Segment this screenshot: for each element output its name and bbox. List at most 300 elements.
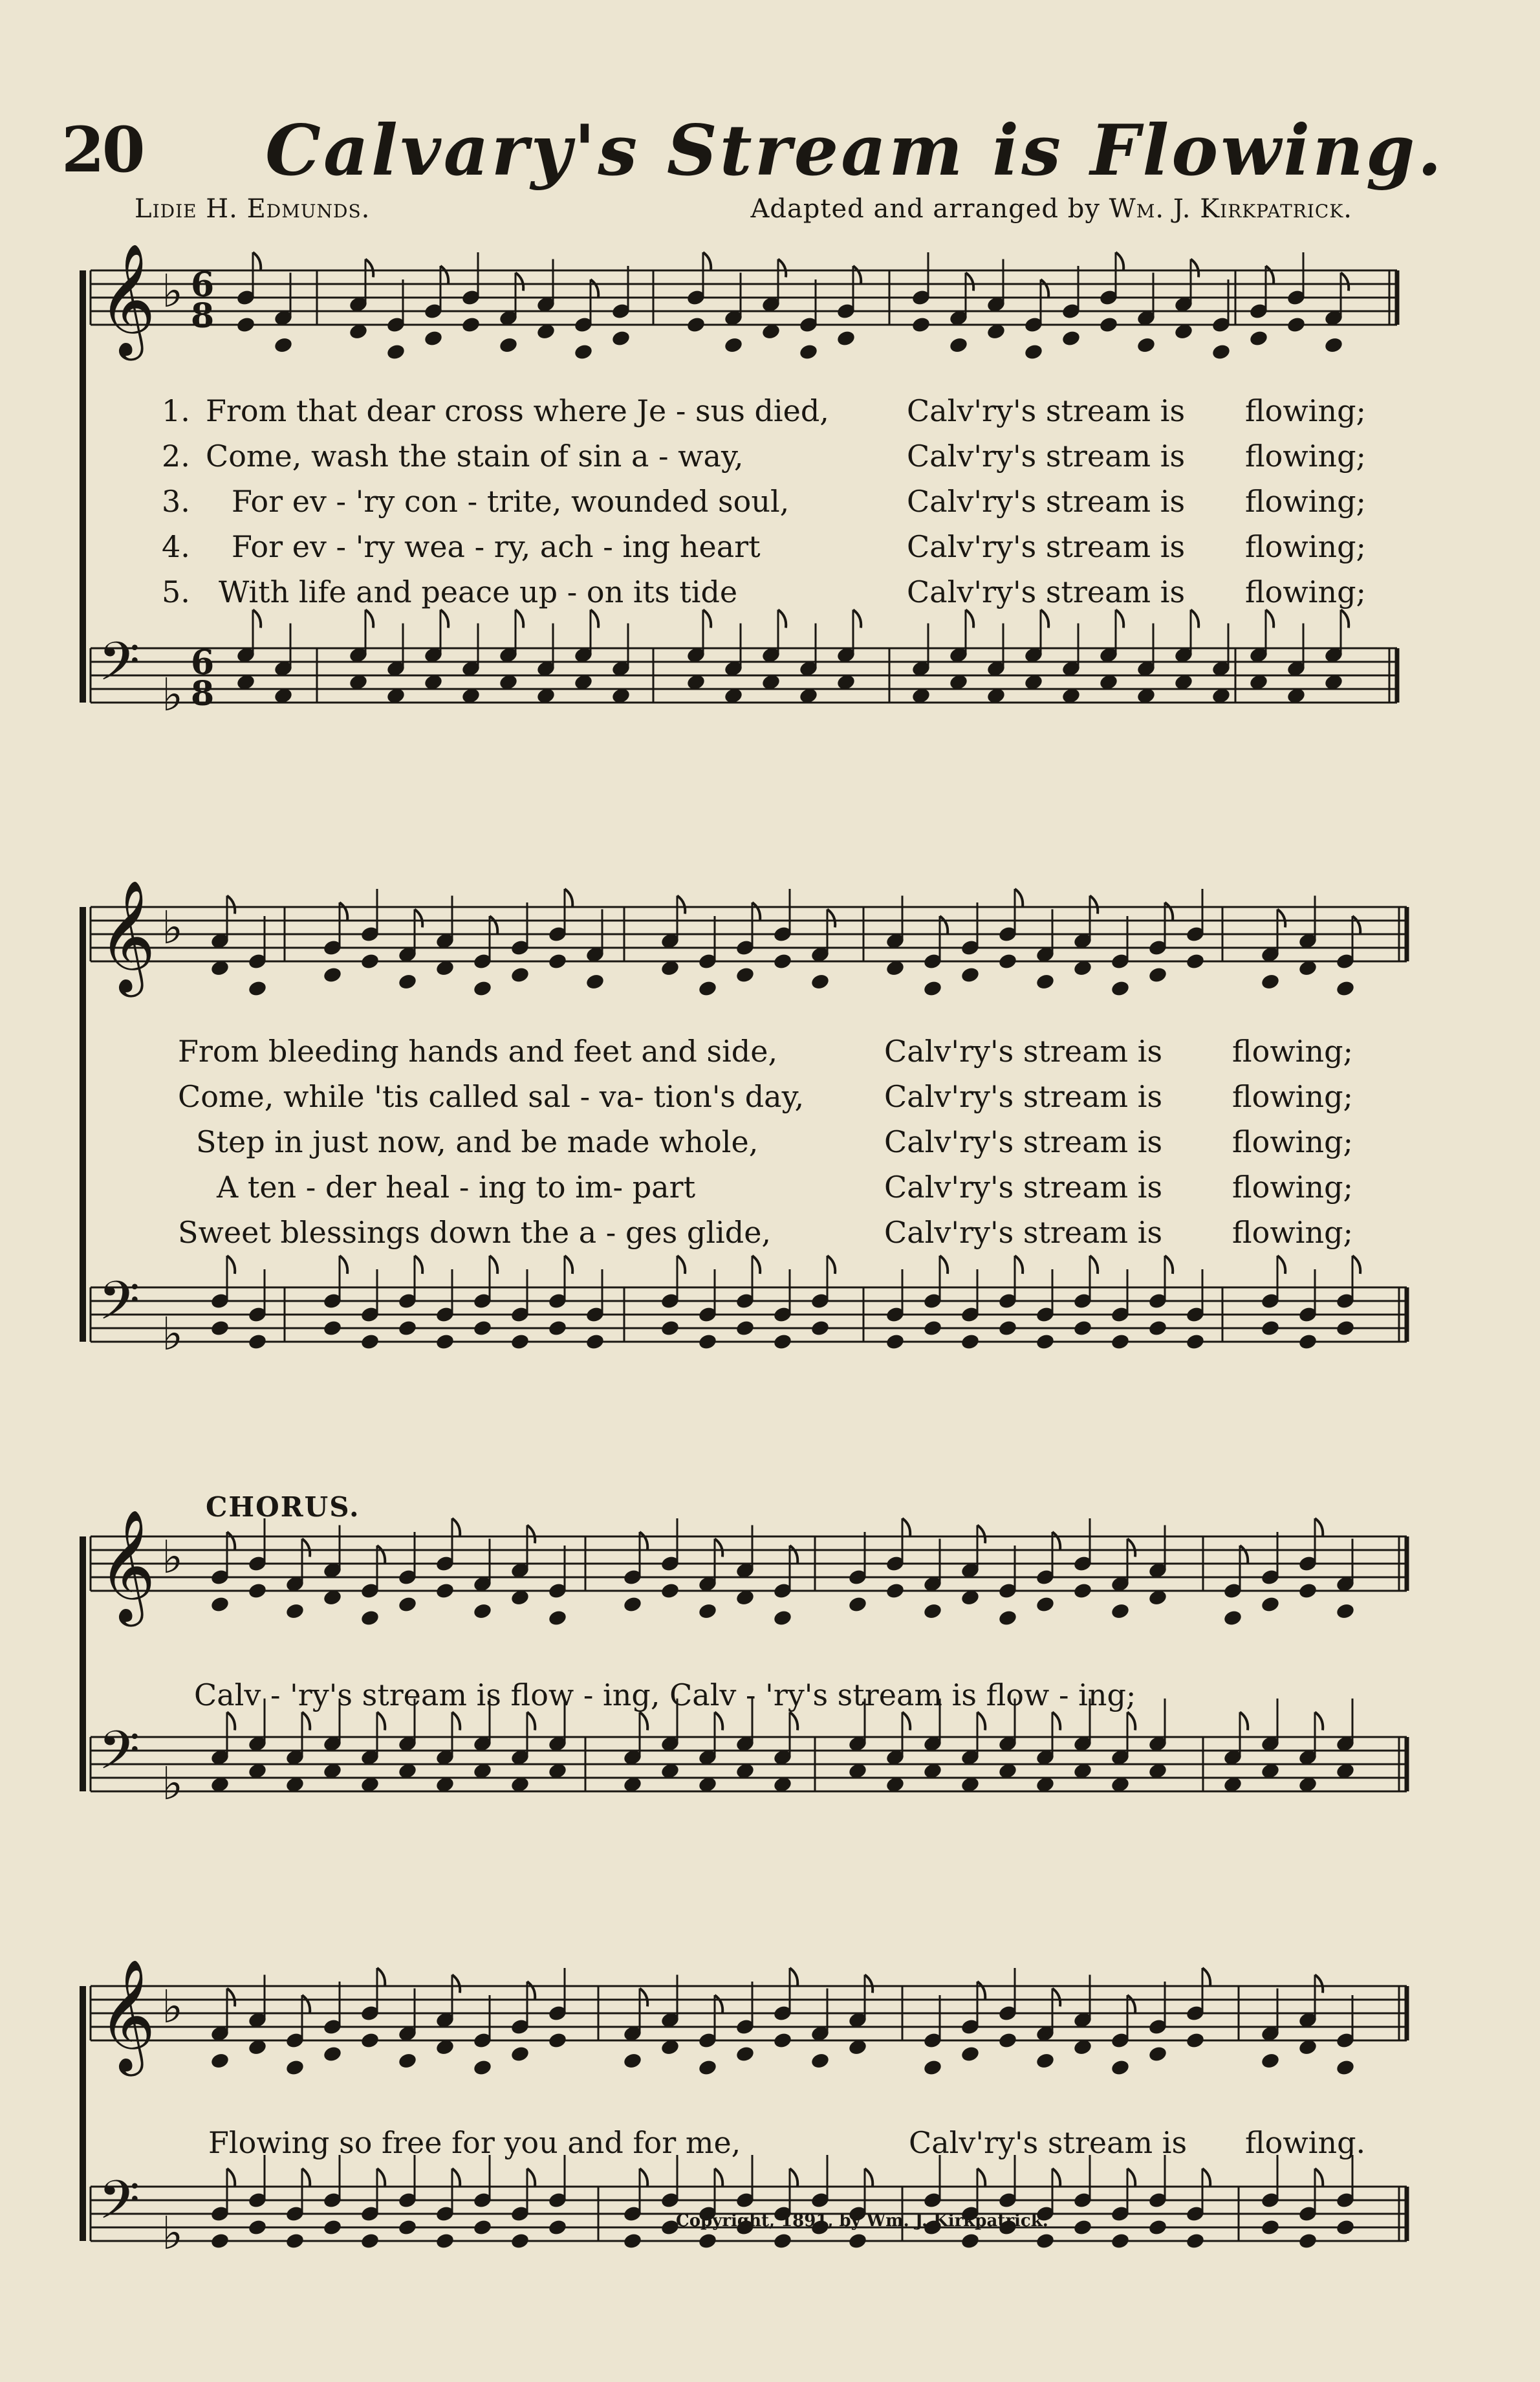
- note-flag: [377, 1712, 385, 1731]
- note-head: [1185, 2031, 1205, 2049]
- note-head: [836, 329, 856, 347]
- note-head: [1098, 316, 1118, 334]
- note-head: [1035, 1333, 1055, 1351]
- note-head: [573, 343, 593, 361]
- note-head: [585, 973, 605, 991]
- note-head: [997, 2031, 1017, 2049]
- time-signature-bottom: 8: [191, 674, 215, 714]
- note-head: [1110, 1602, 1130, 1621]
- note-head: [922, 1602, 942, 1621]
- note-flag: [227, 2169, 235, 2187]
- note-flag: [1191, 259, 1198, 278]
- note-flag: [490, 916, 497, 934]
- note-head: [1185, 952, 1205, 970]
- bass-clef-icon: 𝄢: [98, 630, 140, 706]
- note-head: [1035, 973, 1055, 991]
- bass-clef-icon: 𝄢: [98, 1719, 140, 1795]
- lyric-text: Flowing so free for you and for me,: [208, 2125, 741, 2160]
- note-flag: [377, 1968, 385, 1986]
- note-head: [1072, 1319, 1092, 1337]
- note-flag: [452, 1975, 460, 1993]
- note-head: [247, 2218, 267, 2236]
- note-flag: [778, 259, 786, 278]
- note-flag: [415, 910, 422, 928]
- note-head: [735, 966, 755, 984]
- note-flag: [452, 2169, 460, 2187]
- note-head: [798, 343, 818, 361]
- lyric-text: Step in just now, and be made whole,: [196, 1124, 759, 1159]
- flat-sign-icon: ♭: [162, 1980, 184, 2033]
- note-flag: [1041, 279, 1048, 298]
- note-flag: [703, 610, 711, 628]
- note-head: [547, 1319, 567, 1337]
- note-flag: [415, 1256, 422, 1274]
- verse-number: 4.: [162, 529, 190, 564]
- note-head: [1147, 2045, 1167, 2063]
- note-head: [622, 2232, 642, 2250]
- note-head: [423, 329, 443, 347]
- note-flag: [253, 610, 261, 628]
- note-flag: [515, 273, 523, 291]
- note-flag: [253, 252, 261, 270]
- note-flag: [227, 1532, 235, 1550]
- lyricist-credit: Lidie H. Edmunds.: [135, 194, 371, 224]
- verse-number: 3.: [162, 484, 190, 519]
- note-head: [397, 1319, 417, 1337]
- note-flag: [591, 279, 598, 298]
- note-head: [547, 1609, 567, 1627]
- note-head: [611, 329, 631, 347]
- note-head: [735, 1319, 755, 1337]
- note-head: [997, 1319, 1017, 1337]
- note-head: [547, 952, 567, 970]
- note-head: [472, 2059, 492, 2077]
- note-head: [1110, 979, 1130, 998]
- note-head: [1335, 1602, 1355, 1621]
- lyric-text: Calv'ry's stream is: [884, 1034, 1163, 1069]
- note-flag: [565, 1256, 572, 1274]
- note-flag: [452, 1712, 460, 1731]
- note-head: [1260, 1319, 1280, 1337]
- note-flag: [365, 259, 373, 278]
- lyric-text: Calv'ry's stream is: [907, 574, 1186, 609]
- note-head: [1035, 2232, 1055, 2250]
- note-head: [922, 1319, 942, 1337]
- lyric-text: flowing;: [1245, 484, 1367, 519]
- note-head: [772, 2031, 792, 2049]
- note-flag: [227, 1989, 235, 2007]
- note-head: [360, 952, 380, 970]
- note-flag: [790, 1968, 797, 1986]
- note-flag: [827, 910, 835, 928]
- note-flag: [1015, 1256, 1023, 1274]
- lyric-text: Come, wash the stain of sin a - way,: [206, 439, 744, 474]
- verse-number: 5.: [162, 574, 190, 609]
- lyric-text: For ev - 'ry con - trite, wounded soul,: [232, 484, 790, 519]
- note-head: [686, 316, 706, 334]
- note-head: [285, 1602, 305, 1621]
- note-head: [435, 1333, 455, 1351]
- lyric-text: From bleeding hands and feet and side,: [178, 1034, 778, 1069]
- flat-sign-icon: ♭: [162, 1307, 184, 1360]
- lyric-text: flowing;: [1232, 1215, 1354, 1250]
- note-head: [360, 1609, 380, 1627]
- note-head: [885, 1582, 905, 1600]
- note-flag: [490, 1256, 497, 1274]
- bass-clef-icon: 𝄢: [98, 2169, 140, 2244]
- note-flag: [640, 1712, 647, 1731]
- note-head: [1260, 973, 1280, 991]
- lyric-text: flowing;: [1232, 1079, 1354, 1114]
- note-head: [273, 336, 293, 355]
- note-head: [1335, 979, 1355, 998]
- flat-sign-icon: ♭: [162, 668, 184, 721]
- lyric-text: Calv'ry's stream is: [907, 439, 1186, 474]
- lyric-text: For ev - 'ry wea - ry, ach - ing heart: [232, 529, 761, 564]
- note-flag: [940, 1256, 948, 1274]
- note-flag: [1191, 610, 1198, 628]
- note-head: [697, 1333, 717, 1351]
- note-head: [1035, 2052, 1055, 2070]
- note-head: [810, 973, 830, 991]
- hymn-title: Calvary's Stream is Flowing.: [265, 110, 1444, 191]
- lyric-text: Calv'ry's stream is: [884, 1079, 1163, 1114]
- note-flag: [1052, 1532, 1060, 1550]
- note-flag: [302, 2169, 310, 2187]
- note-head: [960, 1333, 980, 1351]
- note-head: [1323, 336, 1343, 355]
- note-head: [1110, 1333, 1130, 1351]
- lyric-text: Calv'ry's stream is: [884, 1124, 1163, 1159]
- arranger-prefix: Adapted and arranged by: [750, 194, 1100, 224]
- lyric-text: Come, while 'tis called sal - va- tion's day,: [178, 1079, 805, 1114]
- note-head: [435, 2232, 455, 2250]
- note-head: [772, 2232, 792, 2250]
- note-head: [235, 316, 255, 334]
- note-flag: [752, 902, 760, 921]
- lyric-text: From that dear cross where Je - sus died,: [206, 393, 829, 428]
- note-head: [1248, 329, 1268, 347]
- note-head: [772, 952, 792, 970]
- note-flag: [1165, 902, 1173, 921]
- note-flag: [853, 610, 861, 628]
- note-head: [697, 979, 717, 998]
- note-flag: [227, 1712, 235, 1731]
- time-signature-top: 6: [191, 643, 215, 683]
- note-flag: [340, 902, 347, 921]
- note-head: [397, 2052, 417, 2070]
- note-head: [1297, 1333, 1318, 1351]
- note-flag: [1277, 1256, 1285, 1274]
- lyric-text: Calv'ry's stream is: [907, 393, 1186, 428]
- copyright-notice: Copyright, 1891, by Wm. J. Kirkpatrick.: [676, 2211, 1048, 2231]
- note-head: [247, 1333, 267, 1351]
- note-head: [697, 2059, 717, 2077]
- note-flag: [452, 1518, 460, 1536]
- note-flag: [440, 610, 448, 628]
- note-flag: [1277, 910, 1285, 928]
- note-head: [1185, 2232, 1205, 2250]
- note-head: [322, 1319, 342, 1337]
- note-flag: [1202, 1968, 1210, 1986]
- lyric-text: Calv'ry's stream is: [909, 2125, 1188, 2160]
- treble-clef-icon: 𝄞: [98, 880, 156, 992]
- lyric-text: flowing;: [1245, 529, 1367, 564]
- note-head: [1260, 1595, 1280, 1613]
- note-flag: [1090, 1256, 1098, 1274]
- arranger-name: Wm. J. Kirkpatrick.: [1109, 194, 1352, 224]
- note-head: [547, 2031, 567, 2049]
- note-head: [510, 1333, 530, 1351]
- note-flag: [1127, 1712, 1135, 1731]
- note-head: [1023, 343, 1043, 361]
- hymn-number: 20: [61, 113, 143, 186]
- note-flag: [827, 1256, 835, 1274]
- chorus-label: CHORUS.: [206, 1491, 360, 1523]
- note-head: [772, 1609, 792, 1627]
- verse-number: 2.: [162, 439, 190, 474]
- note-flag: [1127, 1539, 1135, 1557]
- note-flag: [1315, 1975, 1323, 1993]
- note-flag: [1315, 1712, 1323, 1731]
- treble-clef-icon: 𝄞: [98, 1509, 156, 1622]
- lyric-text: Calv'ry's stream is: [884, 1215, 1163, 1250]
- note-flag: [527, 1525, 535, 1544]
- lyric-text: Calv'ry's stream is: [907, 529, 1186, 564]
- note-flag: [302, 1712, 310, 1731]
- note-head: [210, 1319, 230, 1337]
- note-head: [1072, 1582, 1092, 1600]
- note-flag: [1090, 896, 1098, 914]
- note-head: [397, 1595, 417, 1613]
- note-flag: [1352, 916, 1360, 934]
- note-head: [210, 2052, 230, 2070]
- note-head: [1185, 1333, 1205, 1351]
- lyric-text: Calv'ry's stream is: [884, 1170, 1163, 1205]
- note-head: [1211, 343, 1231, 361]
- note-head: [510, 2232, 530, 2250]
- note-head: [948, 336, 968, 355]
- lyric-text: Calv'ry's stream is: [907, 484, 1186, 519]
- note-flag: [902, 1712, 910, 1731]
- note-flag: [977, 2169, 985, 2187]
- note-flag: [515, 610, 523, 628]
- note-flag: [227, 1256, 235, 1274]
- lyric-text: flowing.: [1245, 2125, 1366, 2160]
- note-head: [1260, 2052, 1280, 2070]
- note-head: [1072, 2218, 1092, 2236]
- note-flag: [527, 1982, 535, 2000]
- note-flag: [752, 1256, 760, 1274]
- lyric-text: Sweet blessings down the a - ges glide,: [178, 1215, 772, 1250]
- note-flag: [377, 1546, 385, 1564]
- note-flag: [865, 1975, 873, 1993]
- note-head: [960, 966, 980, 984]
- note-flag: [1052, 1989, 1060, 2007]
- verse-number: 1.: [162, 393, 190, 428]
- note-flag: [790, 1546, 797, 1564]
- note-head: [723, 336, 743, 355]
- note-flag: [302, 1539, 310, 1557]
- note-flag: [640, 1532, 647, 1550]
- flat-sign-icon: ♭: [162, 1757, 184, 1810]
- note-head: [547, 2218, 567, 2236]
- note-head: [697, 1602, 717, 1621]
- note-head: [810, 2052, 830, 2070]
- note-flag: [1240, 1712, 1248, 1731]
- lyric-text: flowing;: [1232, 1170, 1354, 1205]
- note-flag: [1341, 273, 1349, 291]
- treble-clef-icon: 𝄞: [98, 1959, 156, 2071]
- lyric-text: flowing;: [1245, 574, 1367, 609]
- note-flag: [940, 916, 948, 934]
- note-flag: [966, 273, 973, 291]
- note-head: [960, 2232, 980, 2250]
- flat-sign-icon: ♭: [162, 2207, 184, 2260]
- note-head: [622, 1595, 642, 1613]
- note-flag: [1015, 889, 1023, 907]
- note-head: [472, 1319, 492, 1337]
- note-head: [397, 2218, 417, 2236]
- note-flag: [677, 1256, 685, 1274]
- note-head: [322, 966, 342, 984]
- note-head: [247, 979, 267, 998]
- note-head: [922, 2059, 942, 2077]
- note-flag: [302, 1995, 310, 2013]
- note-head: [997, 1609, 1017, 1627]
- note-head: [1335, 2218, 1355, 2236]
- note-flag: [902, 1518, 910, 1536]
- time-signature-top: 6: [191, 265, 215, 305]
- note-flag: [790, 2169, 797, 2187]
- note-head: [1061, 329, 1081, 347]
- note-flag: [1266, 266, 1274, 284]
- treble-clef-icon: 𝄞: [98, 243, 156, 356]
- note-head: [772, 1333, 792, 1351]
- note-head: [210, 1595, 230, 1613]
- note-flag: [677, 896, 685, 914]
- note-head: [360, 2031, 380, 2049]
- note-head: [1147, 1319, 1167, 1337]
- note-flag: [227, 896, 235, 914]
- note-flag: [977, 1982, 985, 2000]
- note-head: [1335, 1319, 1355, 1337]
- note-head: [1147, 2218, 1167, 2236]
- note-head: [360, 1333, 380, 1351]
- note-flag: [1041, 610, 1048, 628]
- note-head: [210, 2232, 230, 2250]
- note-head: [1035, 1595, 1055, 1613]
- note-flag: [715, 1995, 722, 2013]
- lyric-text: flowing;: [1245, 393, 1367, 428]
- note-flag: [591, 610, 598, 628]
- note-head: [1297, 1582, 1318, 1600]
- note-head: [435, 1582, 455, 1600]
- flat-sign-icon: ♭: [162, 265, 184, 318]
- note-flag: [977, 1525, 985, 1544]
- note-flag: [1127, 1995, 1135, 2013]
- note-head: [1110, 2232, 1130, 2250]
- note-flag: [1315, 1518, 1323, 1536]
- note-head: [735, 2045, 755, 2063]
- note-head: [847, 2232, 867, 2250]
- note-flag: [377, 2169, 385, 2187]
- note-head: [622, 2052, 642, 2070]
- note-head: [472, 2218, 492, 2236]
- note-head: [697, 2232, 717, 2250]
- note-head: [1222, 1609, 1242, 1627]
- note-flag: [715, 1539, 722, 1557]
- note-head: [1286, 316, 1306, 334]
- note-flag: [715, 2169, 722, 2187]
- note-flag: [1341, 610, 1349, 628]
- note-flag: [966, 610, 973, 628]
- note-head: [285, 2232, 305, 2250]
- note-head: [498, 336, 518, 355]
- note-flag: [1127, 2169, 1135, 2187]
- note-head: [322, 2045, 342, 2063]
- lyric-text: flowing;: [1232, 1124, 1354, 1159]
- note-head: [1335, 2059, 1355, 2077]
- note-head: [322, 2218, 342, 2236]
- note-head: [510, 2045, 530, 2063]
- note-head: [585, 1333, 605, 1351]
- note-flag: [340, 1256, 347, 1274]
- note-flag: [640, 2169, 647, 2187]
- note-head: [385, 343, 406, 361]
- note-head: [285, 2059, 305, 2077]
- note-head: [660, 1582, 680, 1600]
- note-head: [360, 2232, 380, 2250]
- note-flag: [1202, 2169, 1210, 2187]
- note-flag: [1240, 1546, 1248, 1564]
- time-signature-bottom: 8: [191, 296, 215, 336]
- lyric-text: flowing;: [1232, 1034, 1354, 1069]
- flat-sign-icon: ♭: [162, 901, 184, 954]
- lyric-text: Calv - 'ry's stream is flow - ing, Calv - 'ry's stream is flow - ing;: [194, 1677, 1136, 1712]
- note-flag: [527, 2169, 535, 2187]
- note-head: [810, 1319, 830, 1337]
- lyric-text: flowing;: [1245, 439, 1367, 474]
- note-head: [1110, 2059, 1130, 2077]
- note-head: [997, 952, 1017, 970]
- note-head: [1297, 2232, 1318, 2250]
- note-flag: [1266, 610, 1274, 628]
- note-head: [1147, 966, 1167, 984]
- note-flag: [440, 266, 448, 284]
- lyric-text: A ten - der heal - ing to im- part: [217, 1170, 696, 1205]
- note-head: [885, 1333, 905, 1351]
- note-head: [1136, 336, 1156, 355]
- note-flag: [865, 2169, 873, 2187]
- note-flag: [365, 610, 373, 628]
- note-head: [960, 2045, 980, 2063]
- note-flag: [778, 610, 786, 628]
- note-head: [461, 316, 481, 334]
- note-flag: [715, 1712, 722, 1731]
- note-flag: [640, 1989, 647, 2007]
- note-head: [922, 979, 942, 998]
- note-flag: [1116, 610, 1123, 628]
- note-flag: [1352, 1256, 1360, 1274]
- note-flag: [790, 1712, 797, 1731]
- note-head: [911, 316, 931, 334]
- note-head: [472, 979, 492, 998]
- bass-clef-icon: 𝄢: [98, 1269, 140, 1345]
- note-flag: [1165, 1256, 1173, 1274]
- note-head: [1260, 2218, 1280, 2236]
- note-head: [247, 1582, 267, 1600]
